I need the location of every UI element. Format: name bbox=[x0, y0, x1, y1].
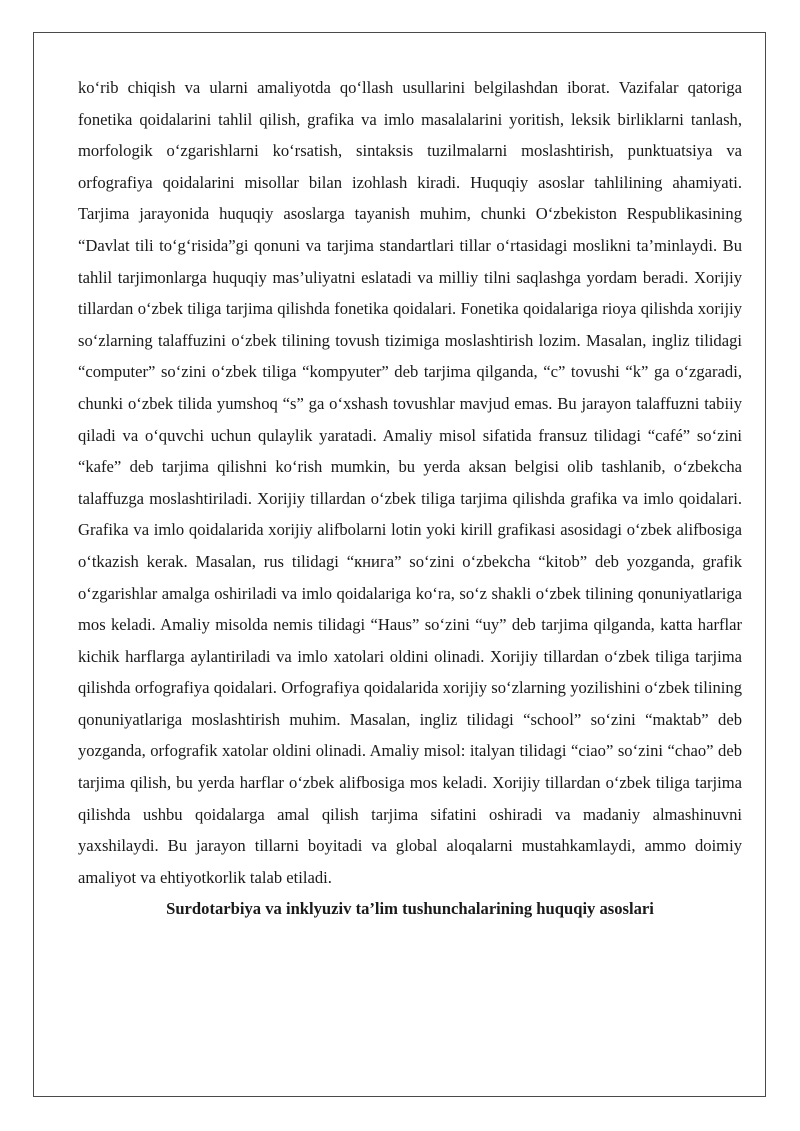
section-heading: Surdotarbiya va inklyuziv ta’lim tushunchalarining huquqiy asoslari bbox=[166, 899, 654, 919]
body-paragraph: ko‘rib chiqish va ularni amaliyotda qo‘llash usullarini belgilashdan iborat. Vazifalar qatoriga fonetika qoidalarini tahlil qilish, grafika va imlo masalalarini yoritish, leksik birliklarni tanlash, morfologik o‘zgarishlarni ko‘rsatish, sintaksis tuzilmalarni moslashtirish, punktuatsiya va orfografiya qoidalarini misollar bilan izohlash kiradi. Huquqiy asoslar tahlilining ahamiyati. Tarjima jarayonida huquqiy asoslarga tayanish muhim, chunki O‘zbekiston Respublikasining “Davlat tili to‘g‘risida”gi qonuni va tarjima standartlari tillar o‘rtasidagi moslikni ta’minlaydi. Bu tahlil tarjimonlarga huquqiy mas’uliyatni eslatadi va milliy tilni saqlashga yordam beradi. Xorijiy tillardan o‘zbek tiliga tarjima qilishda fonetika qoidalari. Fonetika qoidalariga rioya qilishda xorijiy so‘zlarning talaffuzini o‘zbek tilining tovush tizimiga moslashtirish lozim. Masalan, ingliz tilidagi “computer” so‘zini o‘zbek tiliga “kompyuter” deb tarjima qilganda, “c” tovushi “k” ga o‘zgaradi, chunki o‘zbek tilida yumshoq “s” ga o‘xshash tovushlar mavjud emas. Bu jarayon talaffuzni tabiiy qiladi va o‘quvchi uchun qulaylik yaratadi. Amaliy misol sifatida fransuz tilidagi “café” so‘zini “kafe” deb tarjima qilishni ko‘rish mumkin, bu yerda aksan belgisi olib tashlanib, o‘zbekcha talaffuzga moslashtiriladi. Xorijiy tillardan o‘zbek tiliga tarjima qilishda grafika va imlo qoidalari. Grafika va imlo qoidalarida xorijiy alifbolarni lotin yoki kirill grafikasi asosidagi o‘zbek alifbosiga o‘tkazish kerak. Masalan, rus tilidagi “книга” so‘zini o‘zbekcha “kitob” deb yozganda, grafik o‘zgarishlar amalga oshiriladi va imlo qoidalariga ko‘ra, so‘z shakli o‘zbek tilining qonuniyatlariga mos keladi. Amaliy misolda nemis tilidagi “Haus” so‘zini “uy” deb tarjima qilganda, katta harflar kichik harflarga aylantiriladi va imlo xatolari oldini olinadi. Xorijiy tillardan o‘zbek tiliga tarjima qilishda orfografiya qoidalari. Orfografiya qoidalarida xorijiy so‘zlarning yozilishini o‘zbek tilining qonuniyatlariga moslashtirish muhim. Masalan, ingliz tilidagi “school” so‘zini “maktab” deb yozganda, orfografik xatolar oldini olinadi. Amaliy misol: italyan tilidagi “ciao” so‘zini “chao” deb tarjima qilish, bu yerda harflar o‘zbek alifbosiga mos keladi. Xorijiy tillardan o‘zbek tiliga tarjima qilishda ushbu qoidalarga amal qilish tarjima sifatini oshiradi va madaniy almashinuvni yaxshilaydi. Bu jarayon tillarni boyitadi va global aloqalarni mustahkamlaydi, ammo doimiy amaliyot va ehtiyotkorlik talab etiladi. bbox=[78, 78, 742, 887]
document-content bbox=[78, 72, 742, 925]
